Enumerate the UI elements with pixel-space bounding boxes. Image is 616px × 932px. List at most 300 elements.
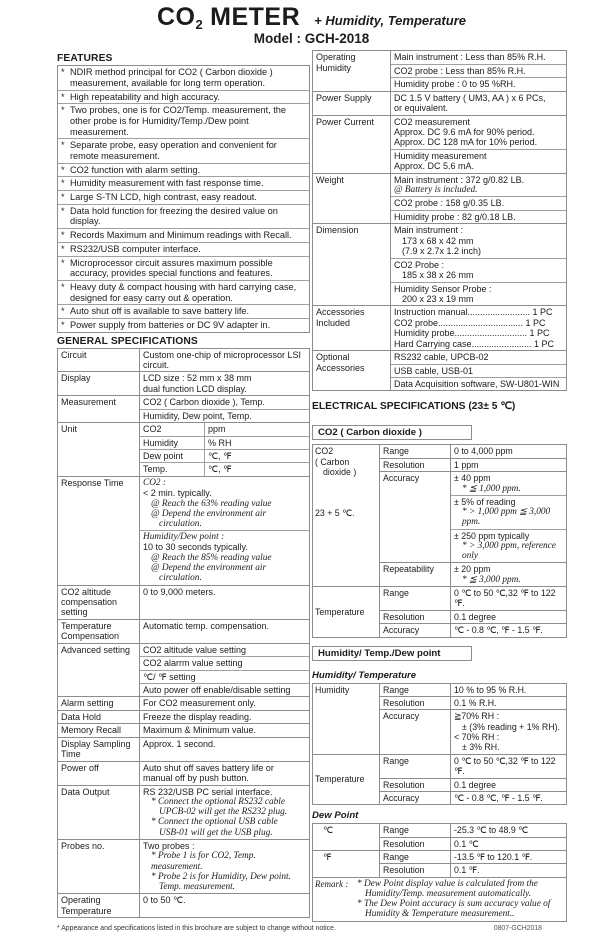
text-line: < 70% RH : <box>454 732 500 743</box>
feature-text: Auto shut off is available to save battery life. <box>70 306 250 317</box>
spec-row <box>58 839 310 893</box>
title-meter: METER <box>202 3 301 31</box>
spec-label-cell: Data Output <box>58 785 140 839</box>
text-line: @ Depend the environment air <box>151 508 267 519</box>
spec-value-block <box>451 710 566 754</box>
spec-value-block <box>140 724 309 736</box>
spec-value-block <box>140 409 309 422</box>
text-line: Auto shut off saves battery life or <box>143 762 274 773</box>
text-line: CO2 probe.................................. 1 PC <box>394 317 546 328</box>
spec-value-block <box>391 377 566 390</box>
spec-row <box>58 737 310 761</box>
spec-group-label <box>313 683 380 754</box>
text-line: 0 to 4,000 ppm <box>454 446 513 457</box>
spec-value-cell <box>451 778 567 791</box>
text-line: ℉ <box>323 852 332 863</box>
text-line: Humidity <box>315 684 350 695</box>
text-line: circulation. <box>159 573 202 584</box>
spec-value-cell <box>391 351 567 391</box>
spec-value-block <box>451 792 566 804</box>
spec-row <box>313 306 567 351</box>
text-line: or equivalent. <box>394 103 449 114</box>
feature-item <box>58 91 309 105</box>
general-specs-table <box>57 348 310 919</box>
text-line: 1 ppm <box>454 459 479 470</box>
text-line: -13.5 ℉ to 120.1 ℉. <box>454 852 533 863</box>
feature-bullet: * <box>61 205 65 216</box>
spec-value-cell <box>451 696 567 709</box>
spec-value-cell <box>140 894 310 918</box>
remark <box>315 879 564 920</box>
unit-value: % RH <box>208 437 232 448</box>
spec-label-cell: Memory Recall <box>58 724 140 737</box>
spec-label-cell: Circuit <box>58 348 140 372</box>
spec-value-cell <box>451 563 567 587</box>
spec-row <box>58 724 310 737</box>
spec-value-block <box>391 116 566 149</box>
text-line: circuit. <box>143 359 170 370</box>
text-line: CO2 probe : Less than 85% R.H. <box>394 65 526 76</box>
spec-value-block <box>140 670 309 683</box>
spec-row <box>313 445 567 458</box>
feature-item <box>58 177 309 191</box>
spec-value-cell <box>140 839 310 893</box>
text-line: Hard Carrying case........................ 1 PC <box>394 338 555 349</box>
spec-value-block <box>140 894 309 906</box>
spec-group-label <box>313 754 380 805</box>
feature-item <box>58 243 309 257</box>
spec-value-block <box>140 786 309 839</box>
spec-row <box>58 785 310 839</box>
text-line: Maximum & Minimum value. <box>143 725 257 736</box>
spec-value-cell <box>140 724 310 737</box>
spec-label-cell: Probes no. <box>58 839 140 893</box>
spec-value-block <box>140 711 309 723</box>
spec-value-block <box>391 64 566 77</box>
spec-label-cell: Data Hold <box>58 710 140 723</box>
text-line: 200 x 23 x 19 mm <box>402 293 474 304</box>
spec-label-cell: Accessories Included <box>313 306 391 351</box>
text-line: circulation. <box>159 519 202 529</box>
spec-value-cell <box>451 754 567 778</box>
spec-value-block <box>140 620 309 632</box>
spec-row <box>313 754 567 778</box>
spec-row <box>58 697 310 710</box>
spec-value-block <box>140 762 309 785</box>
text-line: CO2 probe : 158 g/0.35 LB. <box>394 198 505 209</box>
spec-value-block <box>391 351 566 363</box>
spec-value-cell <box>391 173 567 224</box>
feature-text: Large S-TN LCD, high contrast, easy readout. <box>70 192 257 203</box>
text-line: UPCB-02 will get the RS232 plug. <box>159 807 288 818</box>
spec-row <box>313 351 567 391</box>
text-line: Approx. DC 128 mA for 10% period. <box>394 137 538 148</box>
spec-param-cell: Range <box>380 824 451 837</box>
title-tagline: + Humidity, Temperature <box>314 13 466 28</box>
model-number: Model : GCH-2018 <box>253 31 370 47</box>
humidity-section-box: Humidity/ Temp./Dew point <box>312 646 472 661</box>
spec-value-block <box>451 587 566 610</box>
spec-value-cell <box>391 224 567 306</box>
text-line: 0 to 9,000 meters. <box>143 586 216 597</box>
spec-value-block <box>451 624 566 636</box>
text-line: Auto power off enable/disable setting <box>143 685 291 696</box>
spec-value-cell <box>451 851 567 864</box>
text-line: Approx. 1 second. <box>143 738 216 749</box>
spec-value-cell <box>140 423 310 477</box>
spec-param-cell: Accuracy <box>380 472 451 563</box>
spec-row <box>313 224 567 306</box>
features-list <box>57 65 310 332</box>
text-line: CO2 <box>315 446 334 457</box>
text-line: ± 3% RH. <box>462 742 500 753</box>
spec-table <box>312 444 567 637</box>
spec-value-block <box>451 445 566 457</box>
unit-name: CO2 <box>140 423 205 435</box>
text-line: CO2 measurement <box>394 116 471 127</box>
text-line: * Probe 2 is for Humidity, Dew point. <box>151 871 291 882</box>
spec-label-cell: Display <box>58 372 140 396</box>
feature-text: Heavy duty & compact housing with hard carrying case, designed for easy carry out & operation. <box>70 281 297 303</box>
text-line: 0.1 ℉. <box>454 865 480 876</box>
text-line: ( Carbon <box>315 456 350 467</box>
features-heading: FEATURES <box>57 53 113 65</box>
text-line: ± 40 ppm <box>454 473 491 484</box>
text-line: (7.9 x 2.7x 1.2 inch) <box>402 246 482 257</box>
spec-value-cell <box>140 697 310 710</box>
feature-text: Separate probe, easy operation and convenient for remote measurement. <box>70 140 277 162</box>
spec-value-cell <box>140 372 310 396</box>
spec-value-cell <box>140 737 310 761</box>
text-line: CO2 : <box>143 477 166 488</box>
spec-value-block <box>140 840 309 893</box>
spec-value-block <box>451 529 566 563</box>
feature-text: Records Maximum and Minimum readings with Recall. <box>70 230 292 241</box>
spec-value-cell <box>391 51 567 91</box>
spec-row <box>58 643 310 697</box>
spec-row <box>313 51 567 91</box>
spec-group-label <box>313 587 380 638</box>
feature-bullet: * <box>61 192 65 203</box>
feature-item <box>58 66 309 90</box>
feature-item <box>58 205 309 229</box>
text-line: * Dew Point display value is calculated from the <box>357 878 538 889</box>
spec-value-block <box>391 364 566 377</box>
spec-value-block <box>451 684 566 696</box>
spec-param-cell: Resolution <box>380 778 451 791</box>
footer-row <box>57 925 566 932</box>
spec-label-cell: Power off <box>58 761 140 785</box>
spec-label-cell: Display Sampling Time <box>58 737 140 761</box>
remark-label: Remark : <box>315 878 349 889</box>
feature-item <box>58 191 309 205</box>
spec-value-cell <box>451 864 567 877</box>
spec-value-block <box>391 174 566 197</box>
spec-value-block <box>451 697 566 709</box>
spec-value-block <box>451 779 566 791</box>
unit-name: Temp. <box>140 463 205 475</box>
text-line: -25.3 ℃ to 48.9 ℃ <box>454 825 529 836</box>
text-line: * ≦ 1,000 ppm. <box>462 483 521 494</box>
spec-row <box>313 587 567 611</box>
dew-point-spec-table <box>312 823 567 921</box>
text-line: 173 x 68 x 42 mm <box>402 235 474 246</box>
text-line: 10 % to 95 % R.H. <box>454 684 527 695</box>
text-line: * Connect the optional USB cable <box>151 817 278 828</box>
unit-name: Humidity <box>140 437 205 449</box>
text-line: ℃ - 0.8 ℃, ℉ - 1.5 ℉. <box>454 792 543 803</box>
feature-bullet: * <box>61 281 65 292</box>
two-column-layout <box>57 50 566 921</box>
spec-value-block <box>140 656 309 669</box>
feature-item <box>58 139 309 163</box>
text-line: Temperature <box>315 774 365 785</box>
feature-bullet: * <box>61 164 65 175</box>
spec-value-cell <box>140 585 310 619</box>
spec-value-block <box>391 224 566 257</box>
spec-row <box>313 824 567 837</box>
text-line: CO2 altitude value setting <box>143 644 247 655</box>
feature-item <box>58 305 309 319</box>
text-line: 0.1 ℃ <box>454 838 479 849</box>
feature-text: CO2 function with alarm setting. <box>70 164 201 175</box>
document-header <box>57 4 566 46</box>
feature-bullet: * <box>61 140 65 151</box>
spec-value-block <box>391 92 566 115</box>
text-line: Humidity measurement <box>394 150 487 161</box>
text-line: 0.1 % R.H. <box>454 697 497 708</box>
co2-section-box: CO2 ( Carbon dioxide ) <box>312 425 472 440</box>
spec-label-cell: Optional Accessories <box>313 351 391 391</box>
spec-value-block <box>451 838 566 850</box>
spec-value-cell <box>140 619 310 643</box>
spec-row <box>313 91 567 115</box>
text-line: dioxide ) <box>323 467 357 478</box>
text-line: 0.1 degree <box>454 779 497 790</box>
spec-value-block <box>451 611 566 623</box>
spec-value-block <box>391 196 566 209</box>
text-line: DC 1.5 V battery ( UM3, AA ) x 6 PCs, <box>394 92 546 103</box>
spec-param-cell: Repeatability <box>380 563 451 587</box>
spec-label-cell: Response Time <box>58 476 140 585</box>
spec-param-cell: Resolution <box>380 458 451 471</box>
spec-value-cell <box>451 610 567 623</box>
spec-row <box>58 476 310 585</box>
spec-param-cell: Resolution <box>380 837 451 850</box>
spec-value-cell <box>451 472 567 563</box>
feature-text: Data hold function for freezing the desired value on display. <box>70 205 278 227</box>
unit-value: ppm <box>208 424 226 435</box>
spec-value-block <box>451 851 566 863</box>
text-line: Two probes : <box>143 840 195 851</box>
unit-pair-row <box>140 449 309 462</box>
spec-param-cell: Range <box>380 754 451 778</box>
feature-bullet: * <box>61 105 65 116</box>
spec-row <box>58 372 310 396</box>
spec-value-cell <box>140 476 310 585</box>
text-line: Temp. measurement. <box>159 881 236 892</box>
spec-value-cell <box>451 587 567 611</box>
spec-param-cell: Resolution <box>380 610 451 623</box>
spec-label-cell: Weight <box>313 173 391 224</box>
text-line: ℃ <box>323 825 333 836</box>
disclaimer-footnote: * Appearance and specifications listed in this brochure are subject to change without notice. <box>57 924 336 932</box>
spec-label-cell: Power Current <box>313 115 391 173</box>
text-line: Instruction manual......................... 1 PC <box>394 307 553 318</box>
feature-bullet: * <box>61 178 65 189</box>
feature-bullet: * <box>61 306 65 317</box>
text-line: Humidity probe : 82 g/0.18 LB. <box>394 211 516 222</box>
unit-pair-row <box>140 423 309 435</box>
unit-value: ℃, ℉ <box>208 451 232 462</box>
humidity-temp-heading: Humidity/ Temperature <box>312 669 417 681</box>
spec-value-block <box>451 755 566 778</box>
spec-value-cell <box>391 91 567 115</box>
text-line: Main instrument : 372 g/0.82 LB. <box>394 174 525 185</box>
text-line: ± (3% reading + 1% RH). <box>462 721 560 732</box>
page-title <box>57 4 566 30</box>
feature-item <box>58 164 309 178</box>
spec-value-cell <box>451 824 567 837</box>
feature-item <box>58 281 309 305</box>
feature-text: High repeatability and high accuracy. <box>70 91 220 102</box>
text-line: ≧70% RH : <box>454 711 500 722</box>
spec-label-cell: Power Supply <box>313 91 391 115</box>
text-line: Humidity/Dew point : <box>143 532 225 543</box>
text-line: ± 5% of reading <box>454 496 516 507</box>
title-subscript: 2 <box>195 17 203 32</box>
text-line: Humidity, Dew point, Temp. <box>143 410 252 421</box>
co2-spec-table <box>312 444 567 637</box>
text-line: Approx. DC 5.6 mA. <box>394 161 475 172</box>
spec-value-block <box>140 738 309 750</box>
text-line: LCD size : 52 mm x 38 mm <box>143 373 252 384</box>
text-line: dual function LCD display. <box>143 383 247 394</box>
spec-param-cell: Accuracy <box>380 710 451 755</box>
spec-param-cell: Accuracy <box>380 624 451 637</box>
document-code: 0807-GCH2018 <box>493 924 542 932</box>
environment-specs-table <box>312 50 567 391</box>
spec-param-cell: Resolution <box>380 696 451 709</box>
feature-bullet: * <box>61 257 65 268</box>
text-line: Main instrument : <box>394 225 464 236</box>
spec-label-cell: Alarm setting <box>58 697 140 710</box>
feature-text: Power supply from batteries or DC 9V adapter in. <box>70 319 271 330</box>
text-line: Humidity probe : 0 to 95 %RH. <box>394 79 516 90</box>
feature-text: Humidity measurement with fast response time. <box>70 178 264 189</box>
spec-label-cell: Advanced setting <box>58 643 140 697</box>
spec-value-block <box>451 864 566 876</box>
spec-value-cell <box>451 458 567 471</box>
spec-row <box>58 761 310 785</box>
remark-row <box>313 877 567 921</box>
text-line: 0.1 degree <box>454 611 497 622</box>
text-line: RS232 cable, UPCB-02 <box>394 352 489 363</box>
spec-row <box>313 851 567 864</box>
spec-row <box>58 423 310 477</box>
feature-bullet: * <box>61 319 65 330</box>
text-line: Humidity probe............................. 1 PC <box>394 328 550 339</box>
text-line: ℃/ ℉ setting <box>143 671 196 682</box>
text-line: CO2 Probe : <box>394 259 445 270</box>
feature-item <box>58 229 309 243</box>
kv-table <box>57 348 310 919</box>
title-co: CO <box>156 3 196 31</box>
text-line: Freeze the display reading. <box>143 711 252 722</box>
spec-label-cell: CO2 altitude compensation setting <box>58 585 140 619</box>
spec-value-block <box>140 586 309 598</box>
remark-lines <box>357 879 564 920</box>
text-line: 0 ℃ to 50 ℃,32 ℉ to 122 ℉. <box>454 755 556 777</box>
feature-bullet: * <box>61 230 65 241</box>
spec-label-cell: Operating Temperature <box>58 894 140 918</box>
text-line: USB-01 will get the USB plug. <box>159 827 273 838</box>
unit-pair-row <box>140 436 309 449</box>
text-line: Custom one-chip of microprocessor LSI <box>143 349 302 360</box>
feature-bullet: * <box>61 67 65 78</box>
text-line: * The Dew Point accuracy is sum accuracy value of <box>357 899 551 910</box>
spec-param-cell: Range <box>380 587 451 611</box>
text-line: Data Acquisition software, SW-U801-WIN <box>394 379 560 390</box>
text-line: USB cable, USB-01 <box>394 365 474 376</box>
kv-table <box>312 50 567 391</box>
text-line: CO2 alarrm value setting <box>143 658 243 669</box>
text-line: Approx. DC 9.6 mA for 90% period. <box>394 127 535 138</box>
text-line: manual off by push button. <box>143 773 249 784</box>
text-line: * ≦ 3,000 ppm. <box>462 574 521 585</box>
spec-value-cell <box>140 710 310 723</box>
spec-value-cell <box>140 785 310 839</box>
text-line: CO2 ( Carbon dioxide ), Temp. <box>143 397 265 408</box>
spec-table <box>312 823 567 921</box>
spec-value-cell <box>451 791 567 804</box>
spec-value-block <box>451 495 566 529</box>
text-line: For CO2 measurement only. <box>143 698 256 709</box>
text-line: @ Depend the environment air <box>151 563 267 574</box>
spec-label-cell: Temperature Compensation <box>58 619 140 643</box>
spec-value-block <box>451 563 566 586</box>
text-line: ℃ - 0.8 ℃, ℉ - 1.5 ℉. <box>454 625 543 636</box>
spec-param-cell: Range <box>380 445 451 458</box>
right-column <box>312 50 567 921</box>
spec-label-cell: Measurement <box>58 396 140 423</box>
spec-value-block <box>140 644 309 656</box>
spec-value-block <box>140 372 309 395</box>
spec-value-block <box>391 210 566 223</box>
feature-bullet: * <box>61 91 65 102</box>
spec-group-label <box>313 824 380 851</box>
unit-value: ℃, ℉ <box>208 464 232 475</box>
feature-text: Microprocessor circuit assures maximum possible accuracy, provides special functions and features. <box>70 257 273 279</box>
spec-param-cell: Range <box>380 683 451 696</box>
spec-param-cell: Resolution <box>380 864 451 877</box>
text-line: RS 232/USB PC serial interface. <box>143 786 273 797</box>
text-line: * > 1,000 ppm ≦ 3,000 ppm. <box>462 507 551 528</box>
text-line: 0 ℃ to 50 ℃,32 ℉ to 122 ℉. <box>454 588 556 609</box>
text-line: ± 250 ppm typically <box>454 530 530 541</box>
spec-row <box>313 173 567 224</box>
humidity-temp-spec-table <box>312 683 567 806</box>
feature-text: RS232/USB computer interface. <box>70 243 201 254</box>
feature-bullet: * <box>61 243 65 254</box>
spec-row <box>313 115 567 173</box>
spec-value-cell <box>451 624 567 637</box>
spec-value-cell <box>451 710 567 755</box>
spec-value-block <box>391 306 566 350</box>
text-line: 185 x 38 x 26 mm <box>402 270 474 281</box>
spec-value-cell <box>451 837 567 850</box>
spec-value-block <box>391 51 566 63</box>
